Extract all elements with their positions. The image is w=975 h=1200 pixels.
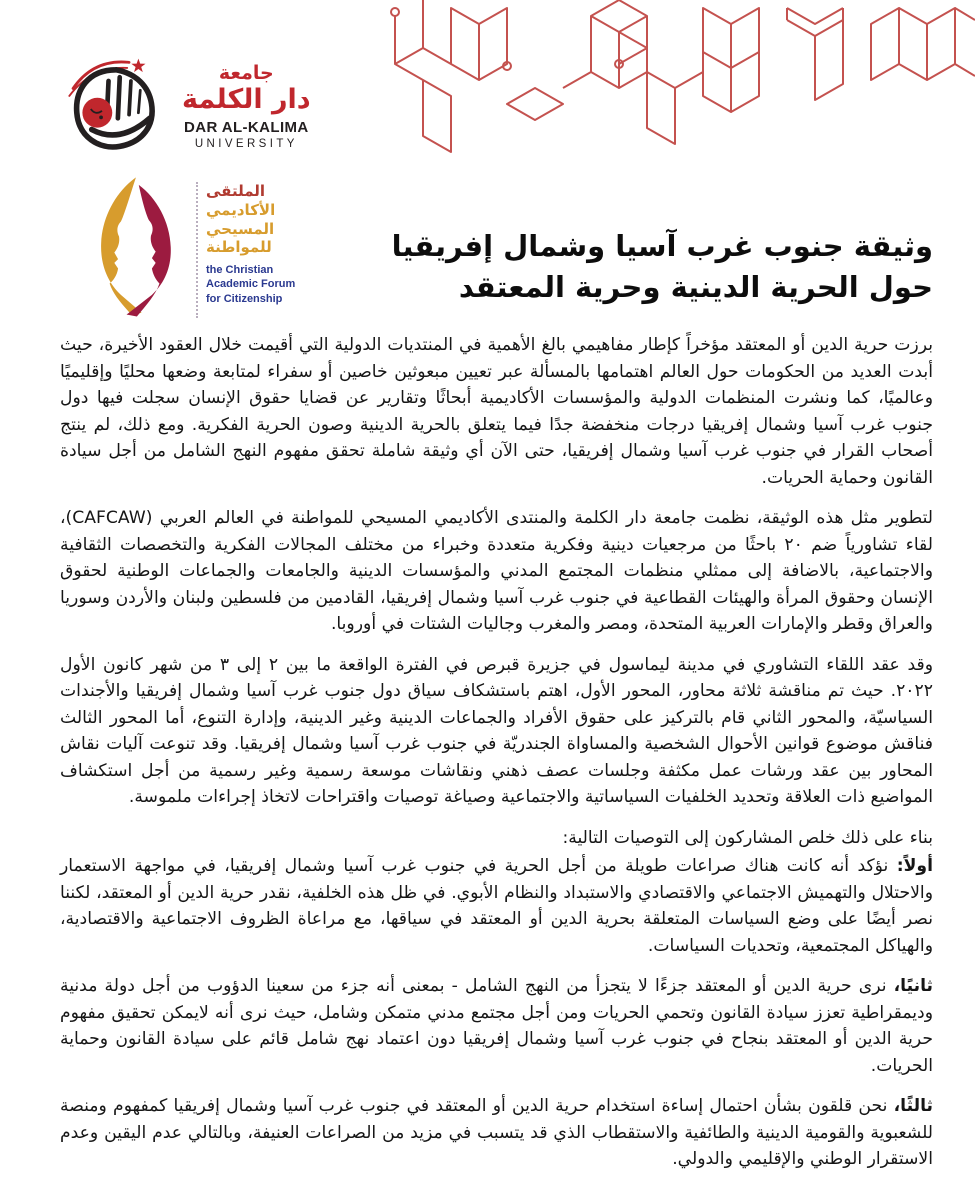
- university-name-en-line1: DAR AL-KALIMA: [184, 119, 309, 137]
- university-emblem-icon: [60, 50, 172, 168]
- document-title: [380, 226, 933, 308]
- recommendation-second-text: نرى حرية الدين أو المعتقد جزءًا لا يتجزأ من النهج الشامل - بمعنى أنه جزء من سعينا الدؤوب من أجل دولة مدنية وديمقراطية تعزز سيادة القانون وتحمي الحريات ومن أجل مجتمع مدني متمكن وشامل، حيث نرى أنه لايمكن تحقيق مفهوم حرية الدين أو المعتقد بنجاح في جنوب غرب آسيا وشمال إفريقيا دون اعتماد نهج شامل قائم على سيادة القانون وحماية الحريات.: [60, 976, 933, 1076]
- forum-name-ar-line2: الأكاديمي: [206, 200, 276, 219]
- forum-name-en-line1: the Christian: [206, 264, 274, 276]
- recommendation-third-lead: ثالثًا،: [893, 1096, 934, 1116]
- forum-name-en-line3: for Citizenship: [206, 292, 283, 305]
- recommendation-first-text: نؤكد أنه كانت هناك صراعات طويلة من أجل الحرية في جنوب غرب آسيا وشمال إفريقيا، في مواجهة الاستعمار والاحتلال والتهميش الاجتماعي والاقتصادي والاستبداد والنظام الأبوي. في ظل هذه الخلفية، نقدر حرية الدين أو المعتقد، لكننا نصر أيضًا على وضع السياسات المتعلقة بحرية الدين أو المعتقد في سياقها، مع مراعاة الظروف الاجتماعية والاقتصادية، والهياكل المجتمعية، وتحديات السياسات.: [60, 856, 933, 956]
- forum-name-ar-line4: للمواطنة: [206, 238, 272, 257]
- university-logo: [60, 50, 311, 168]
- university-name: [182, 64, 311, 150]
- forum-name-en-line2: Academic Forum: [206, 278, 296, 291]
- forum-name-ar-line3: المسيحي: [206, 219, 275, 238]
- forum-name: [196, 182, 318, 318]
- forum-logo: [88, 172, 318, 318]
- document-title-line1: وثيقة جنوب غرب آسيا وشمال إفريقيا: [391, 229, 933, 263]
- forum-name-ar-line1: الملتقى: [206, 182, 266, 200]
- university-name-ar-line1: جامعة: [218, 62, 274, 84]
- forum-faces-icon: [88, 172, 182, 318]
- recommendations-intro: بناء على ذلك خلص المشاركون إلى التوصيات التالية:: [562, 827, 933, 848]
- university-name-en-line2: UNIVERSITY: [194, 138, 298, 151]
- recommendation-first-lead: أولاً:: [896, 856, 933, 876]
- recommendation-third: [60, 1093, 933, 1173]
- document-title-line2: حول الحرية الدينية وحرية المعتقد: [458, 270, 933, 304]
- recommendation-first: [60, 853, 933, 959]
- document-body: [60, 332, 933, 1187]
- geometric-pattern-decoration: [375, 0, 975, 160]
- recommendation-third-text: نحن قلقون بشأن احتمال إساءة استخدام حرية الدين أو المعتقد في جنوب غرب آسيا وشمال إفريقيا كمفهوم ومنصة للشعبوية والقومية الدينية والطائفية والاستقطاب الذي قد يتسبب في مزيد من الصراعات العنيفة، وبالتالي عدم اليقين وعدم الاستقرار الوطني والإقليمي والدولي.: [60, 1096, 933, 1169]
- paragraph-meeting-details: وقد عقد اللقاء التشاوري في مدينة ليماسول في جزيرة قبرص في الفترة الواقعة ما بين ٢ إلى ٣ من شهر كانون الأول ٢٠٢٢. حيث تم مناقشة ثلاثة محاور، المحور الأول، اهتم باستشكاف سياق دول جنوب غرب آسيا وشمال إفريقيا والأجندات السياسيّة، والمحور الثاني قام بالتركيز على حقوق الأفراد والجماعات الدينية وغير الدينية، وإدارة التنوع، أما المحور الثالث فناقش موضوع قوانين الأحوال الشخصية والمساواة الجندريّة في جنوب غرب آسيا وشمال إفريقيا. وقد تنوعت آليات نقاش المحاور بين عقد ورشات عمل مكثفة وجلسات عصف ذهني ونقاشات موسعة رسمية وغير رسمية من أجل استكشاف المواضيع ذات العلاقة وتحديد الخلفيات السياساتية والاجتماعية وصياغة توصيات واقتراحات لاتخاذ إجراءات ملموسة.: [60, 654, 934, 807]
- university-name-ar-line2: دار الكلمة: [182, 83, 311, 115]
- forum-name-ar: [206, 182, 318, 257]
- recommendation-second-lead: ثانيًا،: [893, 976, 933, 996]
- recommendation-second: [60, 973, 933, 1079]
- forum-name-en: [206, 263, 318, 306]
- paragraph-introduction: برزت حرية الدين أو المعتقد مؤخراً كإطار مفاهيمي بالغ الأهمية في المنتديات الدولية التي أقيمت خلال العقود الأخيرة، حيث أبدت العديد من الحكومات حول العالم اهتمامها بالمسألة عبر تعيين مبعوثين خاصين أو سفراء لمتابعة وضعها محليًا وإقليميًا وعالميًا، كما ونشرت المنظمات الدولية والمؤسسات الأكاديمية أبحاثًا وتقارير عن قضايا حقوق الإنسان سجلت فيها دول جنوب غرب آسيا وشمال إفريقيا درجات منخفضة جدًا فيما يتعلق بالحرية الدينية وصون الحرية الفكرية. ومع ذلك، لم ينتج أصحاب القرار في جنوب غرب آسيا وشمال إفريقيا، حتى الآن أي وثيقة شاملة تحقق مفهوم النهج الشامل من أجل سيادة القانون وحماية الحريات.: [60, 335, 933, 488]
- paragraph-consultation: لتطوير مثل هذه الوثيقة، نظمت جامعة دار الكلمة والمنتدى الأكاديمي المسيحي للمواطنة في العالم العربي (CAFCAW)، لقاء تشاورياً ضم ٢٠ باحثًا من مرجعيات دينية وفكرية متعددة وخبراء من مختلف المجالات الفكرية والتخصصات الثقافية والاجتماعية، بالاضافة إلى ممثلي منظمات المجتمع المدني والمؤسسات الدينية والجامعات والجماعات الوطنية لحقوق الإنسان وحقوق المرأة والهيئات القطاعية في جنوب غرب آسيا وشمال إفريقيا، القادمين من فلسطين ولبنان والأردن وسوريا والعراق وقطر والإمارات العربية المتحدة، ومصر والمغرب وجاليات الشتات في أوروبا.: [60, 508, 933, 634]
